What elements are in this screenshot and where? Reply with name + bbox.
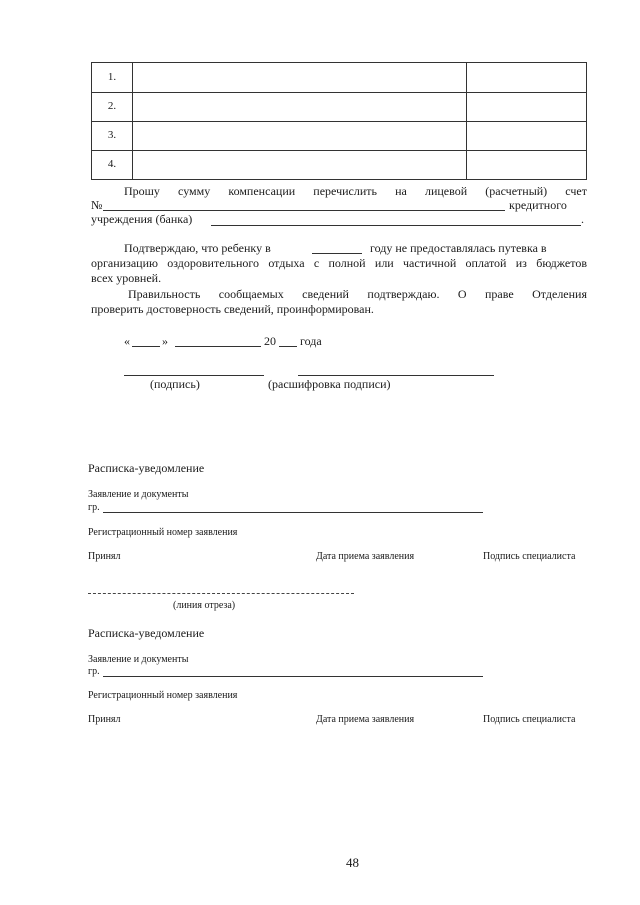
page-number: 48 (346, 855, 359, 870)
receipt-title: Расписка-уведомление (88, 626, 205, 640)
credit-word: кредитного (509, 198, 567, 212)
children-table (91, 62, 587, 180)
signature-field[interactable] (124, 375, 264, 376)
table-row-number: 2. (107, 100, 117, 112)
account-number-sign: № (91, 198, 103, 212)
receipt-reg-number-label: Регистрационный номер заявления (88, 690, 238, 701)
receipt-citizen-label: гр. (88, 502, 100, 513)
receipt-docs-label: Заявление и документы (88, 489, 189, 500)
confirm-text-a: Подтверждаю, что ребенку в (124, 241, 271, 255)
table-row-number: 4. (107, 158, 117, 170)
decoding-label: (расшифровка подписи) (268, 377, 391, 391)
receipt-citizen-field[interactable] (103, 676, 483, 677)
confirm-text-b: году не предоставлялась путевка в (370, 241, 547, 255)
receipt-citizen-field[interactable] (103, 512, 483, 513)
confirm-text-line3: всех уровней. (91, 271, 162, 285)
table-row-divider (92, 150, 586, 151)
date-month-field[interactable] (175, 346, 261, 347)
confirm-text-line4: Правильность сообщаемых сведений подтверждаю. О праве Отделения (128, 287, 587, 301)
receipt-reg-number-label: Регистрационный номер заявления (88, 527, 238, 538)
cut-line-label: (линия отреза) (173, 600, 236, 611)
cut-line (88, 593, 354, 594)
table-row-divider (92, 92, 586, 93)
request-text: Прошу сумму компенсации перечислить на лицевой (расчетный) счет (124, 184, 587, 198)
receipt-specialist-label: Подпись специалиста (483, 551, 576, 562)
receipt-title: Расписка-уведомление (88, 461, 205, 475)
table-row-divider (92, 121, 586, 122)
date-day-field[interactable] (132, 346, 160, 347)
confirm-year-field[interactable] (312, 253, 362, 254)
signature-label: (подпись) (150, 377, 200, 391)
receipt-date-label: Дата приема заявления (316, 551, 415, 562)
date-year-field[interactable] (279, 346, 297, 347)
date-year-prefix: 20 (264, 334, 276, 348)
confirm-text-line5: проверить достоверность сведений, проинформирован. (91, 302, 374, 316)
date-close-quote: » (162, 334, 168, 348)
table-row-number: 3. (107, 129, 117, 141)
receipt-citizen-label: гр. (88, 666, 100, 677)
bank-name-field[interactable] (211, 225, 581, 226)
signature-decoding-field[interactable] (298, 375, 494, 376)
institution-label: учреждения (банка) (91, 212, 193, 226)
receipt-accepted-label: Принял (88, 714, 121, 725)
date-year-suffix: года (300, 334, 322, 348)
receipt-accepted-label: Принял (88, 551, 121, 562)
end-dot: . (581, 212, 584, 226)
account-number-field[interactable] (103, 210, 505, 211)
receipt-docs-label: Заявление и документы (88, 654, 189, 665)
date-open-quote: « (124, 334, 130, 348)
table-row-number: 1. (107, 71, 117, 83)
receipt-specialist-label: Подпись специалиста (483, 714, 576, 725)
receipt-date-label: Дата приема заявления (316, 714, 415, 725)
confirm-text-line2: организацию оздоровительного отдыха с полной или частичной оплатой из бюджетов (91, 256, 587, 270)
